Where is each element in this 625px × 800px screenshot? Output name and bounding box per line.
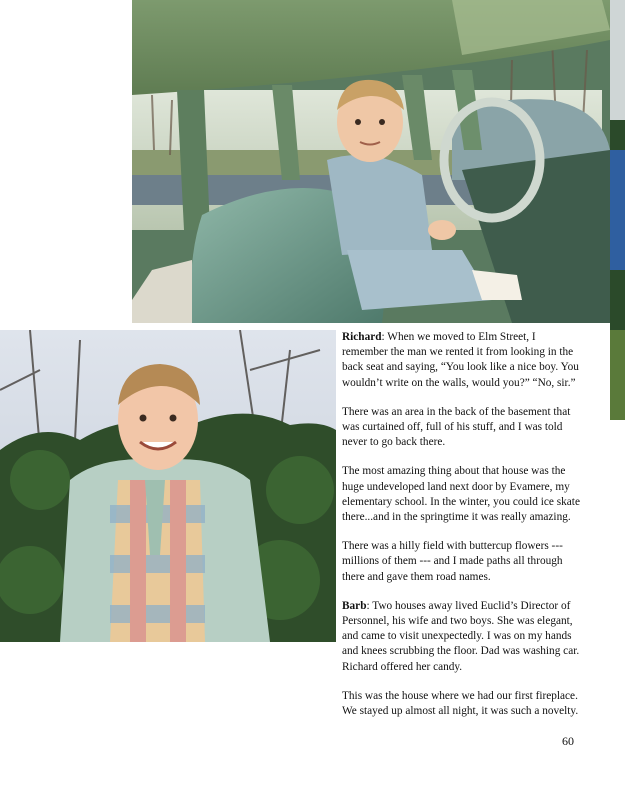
paragraph-basement: [342, 405, 582, 451]
paragraph-buttercups: [342, 539, 582, 585]
paragraph-text: This was the house where we had our first fireplace. We stayed up almost all night, it was such a novelty.: [342, 689, 579, 718]
paragraph-richard-1: [342, 330, 582, 391]
paragraph-text: There was an area in the back of the basement that was curtained off, full of his stuff, and I was told never to go back there.: [342, 405, 571, 449]
paragraph-text: The most amazing thing about that house was the huge undeveloped land next door by Evamere, my elementary school. In the winter, you could ice skate there...and in the springtime it was really amazing.: [342, 465, 580, 524]
speaker-name: Richard: [342, 331, 382, 343]
paragraph-barb: [342, 599, 582, 675]
paragraph-text: : When we moved to Elm Street, I remember the man we rented it from looking in the back seat and saying, “You look like a nice boy. You wouldn’t write on the walls, would you?” “No, sir.”: [342, 331, 579, 389]
paragraph-text: : Two houses away lived Euclid’s Director of Personnel, his wife and two boys. She was elegant, and came to visit unexpectedly. I was on my hands and knees scrubbing the floor. Dad was washing car. Richard offered her candy.: [342, 599, 580, 673]
page-number: 60: [562, 734, 574, 748]
paragraph-fireplace: [342, 689, 582, 719]
speaker-name: Barb: [342, 599, 367, 612]
adjacent-photo-edge: [610, 0, 625, 420]
toddler-in-car-photo: [132, 0, 610, 323]
story-text: [342, 330, 582, 733]
paragraph-evamere: [342, 464, 582, 525]
boy-in-jacket-photo: [0, 330, 336, 642]
paragraph-text: There was a hilly field with buttercup flowers --- millions of them --- and I made paths all through there and gave them road names.: [342, 540, 563, 583]
